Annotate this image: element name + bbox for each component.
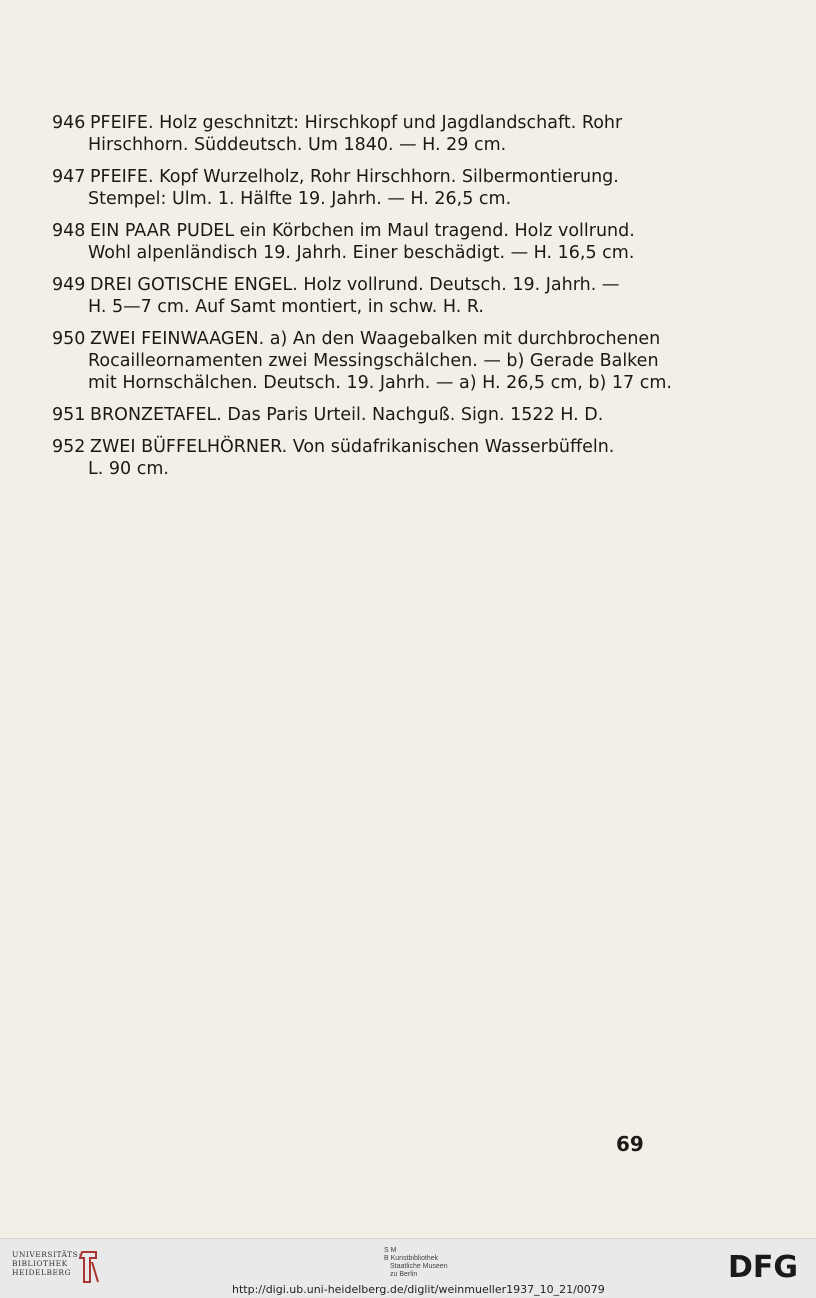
page-number: 69 xyxy=(616,1132,644,1156)
university-seal-icon xyxy=(76,1250,100,1284)
catalog-entry xyxy=(52,166,664,210)
entry-text-line: BRONZETAFEL. Das Paris Urteil. Nachguß. Sign. 1522 H. D. xyxy=(90,405,604,425)
entry-number: 947 xyxy=(52,167,86,187)
catalog-entry xyxy=(52,436,664,480)
entry-text-line: mit Hornschälchen. Deutsch. 19. Jahrh. — a) H. 26,5 cm, b) 17 cm. xyxy=(88,373,672,393)
entry-number: 952 xyxy=(52,437,86,457)
entry-text-line: H. 5—7 cm. Auf Samt montiert, in schw. H. R. xyxy=(88,297,484,317)
entry-number: 949 xyxy=(52,275,86,295)
catalog-entry xyxy=(52,274,664,318)
entry-number: 946 xyxy=(52,113,86,133)
catalog-entry xyxy=(52,328,672,394)
entry-text-line: Hirschhorn. Süddeutsch. Um 1840. — H. 29 cm. xyxy=(88,135,507,155)
permalink-url[interactable]: http://digi.ub.uni-heidelberg.de/diglit/weinmueller1937_10_21/0079 xyxy=(232,1283,605,1296)
entry-text-line: Rocailleornamenten zwei Messingschälchen. — b) Gerade Balken xyxy=(88,351,659,371)
entry-text-line: L. 90 cm. xyxy=(88,459,169,479)
entry-text-line: EIN PAAR PUDEL ein Körbchen im Maul tragend. Holz vollrund. xyxy=(90,221,635,241)
catalog-entry xyxy=(52,404,664,426)
entry-number: 950 xyxy=(52,329,86,349)
catalog-entries xyxy=(52,112,672,490)
entry-text-line: PFEIFE. Holz geschnitzt: Hirschkopf und Jagdlandschaft. Rohr xyxy=(90,113,623,133)
entry-number: 951 xyxy=(52,405,86,425)
entry-text-line: Stempel: Ulm. 1. Hälfte 19. Jahrh. — H. 26,5 cm. xyxy=(88,189,512,209)
dfg-logo[interactable] xyxy=(728,1251,804,1281)
entry-text-line: ZWEI FEINWAAGEN. a) An den Waagebalken mit durchbrochenen xyxy=(90,329,661,349)
university-library-name: UNIVERSITÄTS- BIBLIOTHEK HEIDELBERG xyxy=(12,1250,82,1277)
catalog-entry xyxy=(52,220,664,264)
entry-text-line: DREI GOTISCHE ENGEL. Holz vollrund. Deutsch. 19. Jahrh. — xyxy=(90,275,620,295)
dfg-logo-text: DFG xyxy=(728,1251,799,1281)
catalog-entry xyxy=(52,112,664,156)
museum-logo[interactable]: S M B Kunstbibliothek Staatliche Museen zu Berlin xyxy=(384,1247,448,1278)
viewer-footer xyxy=(0,1238,816,1298)
entry-number: 948 xyxy=(52,221,86,241)
entry-text-line: PFEIFE. Kopf Wurzelholz, Rohr Hirschhorn. Silbermontierung. xyxy=(90,167,619,187)
entry-text-line: Wohl alpenländisch 19. Jahrh. Einer beschädigt. — H. 16,5 cm. xyxy=(88,243,635,263)
entry-text-line: ZWEI BÜFFELHÖRNER. Von südafrikanischen Wasserbüffeln. xyxy=(90,437,615,457)
